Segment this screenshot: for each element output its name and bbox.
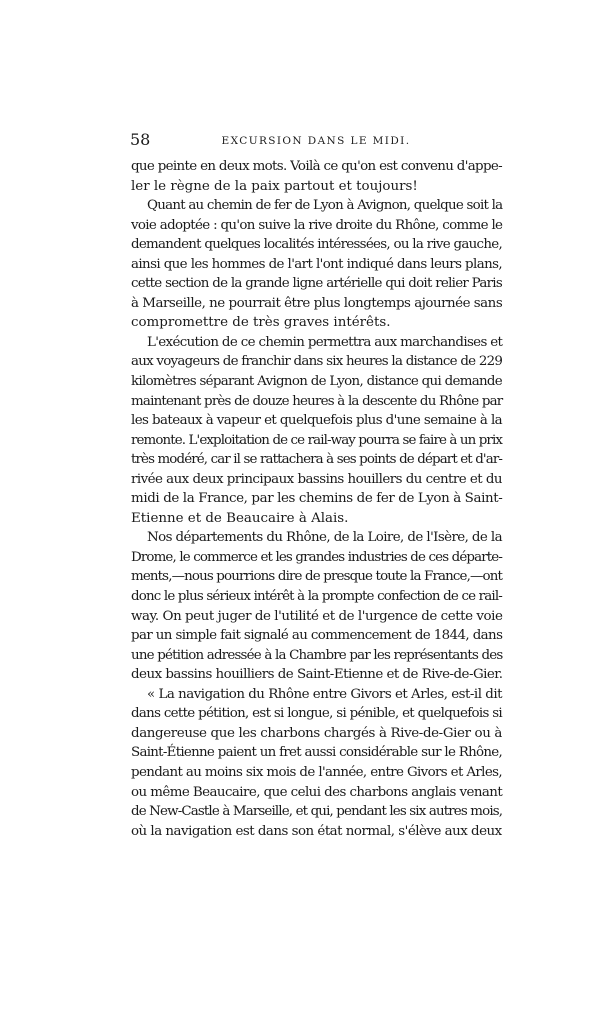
text-line: de New-Castle à Marseille, et qui, pendant les six autres mois, [131,804,503,820]
text-line: Saint-Étienne paient un fret aussi considérable sur le Rhône, [131,745,502,761]
text-line: ments,—nous pourrions dire de presque toute la France,—ont [131,569,502,585]
text-line: voie adoptée : qu'on suive la rive droite du Rhône, comme le [131,217,503,233]
text-line: pendant au moins six mois de l'année, entre Givors et Arles, [131,764,502,780]
text-line: très modéré, car il se rattachera à ses points de départ et d'ar- [131,452,502,468]
text-line: où la navigation est dans son état normal, s'élève aux deux [131,823,502,839]
text-line: ou même Beaucaire, que celui des charbons anglais venant [131,784,503,800]
text-line: cette section de la grande ligne artérielle qui doit relier Paris [131,276,502,292]
page-header [130,130,502,150]
paragraph [131,157,502,196]
text-line: rivée aux deux principaux bassins houillers du centre et du [131,471,502,487]
paragraph [131,528,502,684]
text-line: remonte. L'exploitation de ce rail-way pourra se faire à un prix [131,432,502,448]
text-line: Etienne et de Beaucaire à Alais. [131,510,349,526]
text-line: L'exécution de ce chemin permettra aux marchandises et [147,334,503,350]
text-line: que peinte en deux mots. Voilà ce qu'on est convenu d'appe- [131,159,502,174]
text-line: par un simple fait signalé au commencement de 1844, dans [131,628,503,644]
text-line: maintenant près de douze heures à la descente du Rhône par [131,393,503,409]
text-line: kilomètres séparant Avignon de Lyon, distance qui demande [131,374,502,390]
text-line: Nos départements du Rhône, de la Loire, de l'Isère, de la [147,530,502,546]
text-line: dangereuse que les charbons chargés à Rive-de-Gier ou à [131,725,502,741]
text-line: Quant au chemin de fer de Lyon à Avignon, quelque soit la [147,198,503,214]
text-line: les bateaux à vapeur et quelquefois plus d'une semaine à la [131,413,503,429]
paragraph [131,333,502,528]
text-line: deux bassins houilliers de Saint-Etienne et de Rive-de-Gier. [131,667,503,683]
text-line: dans cette pétition, est si longue, si pénible, et quelquefois si [131,706,502,722]
text-line: aux voyageurs de franchir dans six heures la distance de 229 [131,354,503,370]
running-head: EXCURSION DANS LE MIDI. [221,135,411,147]
text-line: midi de la France, par les chemins de fer de Lyon à Saint- [131,491,503,507]
text-line: demandent quelques localités intéressées, ou la rive gauche, [131,237,502,253]
body-text [131,157,502,841]
text-line: compromettre de très graves intérêts. [131,315,391,331]
text-line: une pétition adressée à la Chambre par les représentants des [131,647,503,663]
paragraph [131,196,502,333]
text-line: ler le règne de la paix partout et toujours! [131,178,418,194]
text-line: way. On peut juger de l'utilité et de l'urgence de cette voie [131,608,503,624]
text-line: ainsi que les hommes de l'art l'ont indiqué dans leurs plans, [131,256,502,272]
text-line: « La navigation du Rhône entre Givors et Arles, est-il dit [147,686,502,702]
text-line: à Marseille, ne pourrait être plus longtemps ajournée sans [131,295,503,311]
page-number: 58 [130,130,151,149]
text-line: Drome, le commerce et les grandes industries de ces départe- [131,549,502,565]
paragraph [131,685,502,841]
text-line: donc le plus sérieux intérêt à la prompte confection de ce rail- [131,589,502,605]
